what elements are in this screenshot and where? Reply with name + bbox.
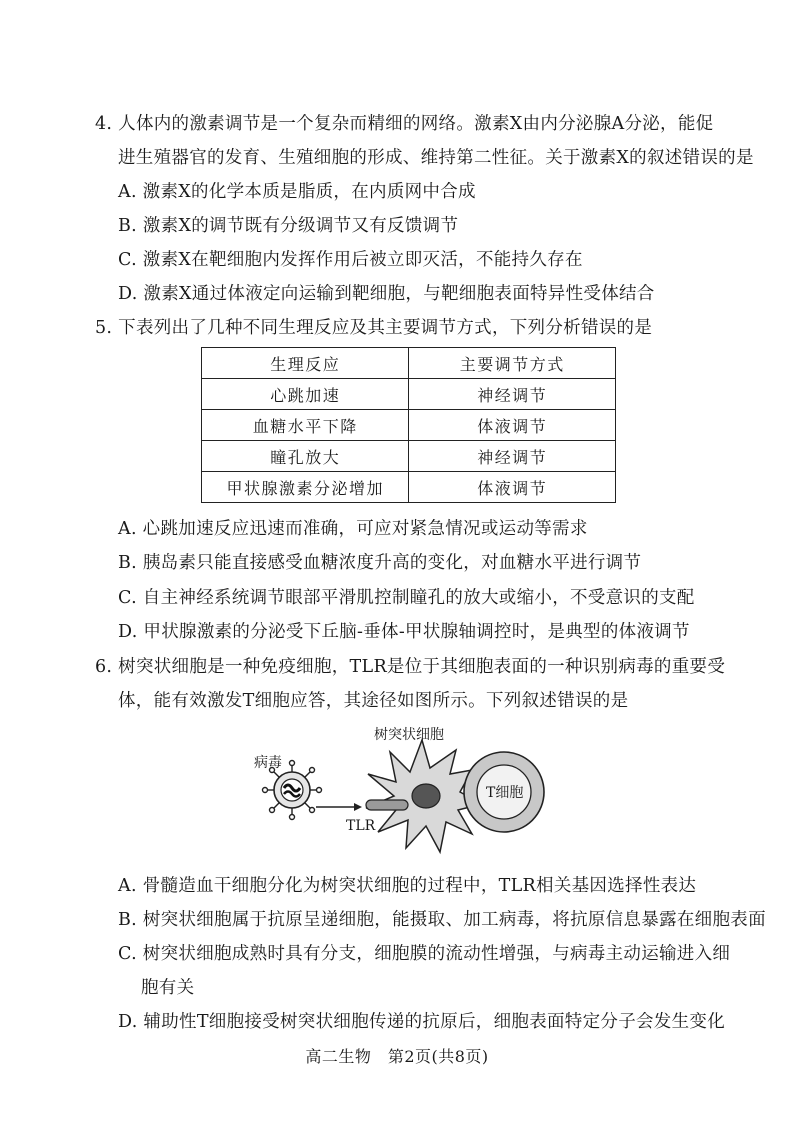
table-cell: 体液调节 [409, 472, 616, 503]
q6-stem-line1: 6. 树突状细胞是一种免疫细胞，TLR是位于其细胞表面的一种识别病毒的重要受 [95, 657, 726, 677]
table-cell: 心跳加速 [202, 379, 409, 410]
q6-option-d: D. 辅助性T细胞接受树突状细胞传递的抗原后，细胞表面特定分子会发生变化 [118, 1012, 726, 1032]
table-header-cell: 主要调节方式 [409, 348, 616, 379]
q4-stem-line2: 进生殖器官的发育、生殖细胞的形成、维持第二性征。关于激素X的叙述错误的是 [118, 148, 754, 168]
q6-stem-line2: 体，能有效激发T细胞应答，其途径如图所示。下列叙述错误的是 [118, 691, 629, 711]
q4-option-a: A. 激素X的化学本质是脂质，在内质网中合成 [118, 182, 476, 202]
tlr-label: TLR [346, 818, 376, 834]
q6-option-b: B. 树突状细胞属于抗原呈递细胞，能摄取、加工病毒，将抗原信息暴露在细胞表面 [118, 910, 766, 930]
q5-stem: 5. 下表列出了几种不同生理反应及其主要调节方式，下列分析错误的是 [95, 318, 653, 338]
arrow-icon [316, 803, 362, 811]
virus-label: 病毒 [254, 755, 282, 771]
table-cell: 体液调节 [409, 410, 616, 441]
q6-option-a: A. 骨髓造血干细胞分化为树突状细胞的过程中，TLR相关基因选择性表达 [118, 876, 697, 896]
table-row [202, 441, 616, 472]
q5-option-b: B. 胰岛素只能直接感受血糖浓度升高的变化，对血糖水平进行调节 [118, 553, 642, 573]
dendritic-cell-label: 树突状细胞 [374, 727, 444, 743]
q5-option-a: A. 心跳加速反应迅速而准确，可应对紧急情况或运动等需求 [118, 519, 588, 539]
q5-option-d: D. 甲状腺激素的分泌受下丘脑-垂体-甲状腺轴调控时，是典型的体液调节 [118, 622, 690, 642]
table-cell: 神经调节 [409, 441, 616, 472]
q4-stem-line1: 4. 人体内的激素调节是一个复杂而精细的网络。激素X由内分泌腺A分泌，能促 [95, 114, 714, 134]
q4-option-d: D. 激素X通过体液定向运输到靶细胞，与靶细胞表面特异性受体结合 [118, 284, 655, 304]
q5-option-c: C. 自主神经系统调节眼部平滑肌控制瞳孔的放大或缩小，不受意识的支配 [118, 588, 695, 608]
table-row [202, 379, 616, 410]
q4-option-c: C. 激素X在靶细胞内发挥作用后被立即灭活，不能持久存在 [118, 250, 583, 270]
page-footer: 高二生物 第2页(共8页) [305, 1047, 489, 1066]
tlr-receptor [366, 800, 408, 810]
q6-option-c-cont: 胞有关 [141, 978, 195, 998]
q5-table [201, 347, 616, 503]
table-cell: 瞳孔放大 [202, 441, 409, 472]
t-cell-label: T细胞 [486, 785, 524, 801]
table-cell: 血糖水平下降 [202, 410, 409, 441]
q4-option-b: B. 激素X的调节既有分级调节又有反馈调节 [118, 216, 459, 236]
table-header-row [202, 348, 616, 379]
q6-option-c: C. 树突状细胞成熟时具有分支，细胞膜的流动性增强，与病毒主动运输进入细 [118, 944, 731, 964]
table-row [202, 472, 616, 503]
table-header-cell: 生理反应 [202, 348, 409, 379]
table-cell: 甲状腺激素分泌增加 [202, 472, 409, 503]
table-row [202, 410, 616, 441]
q6-figure [250, 722, 550, 862]
table-cell: 神经调节 [409, 379, 616, 410]
